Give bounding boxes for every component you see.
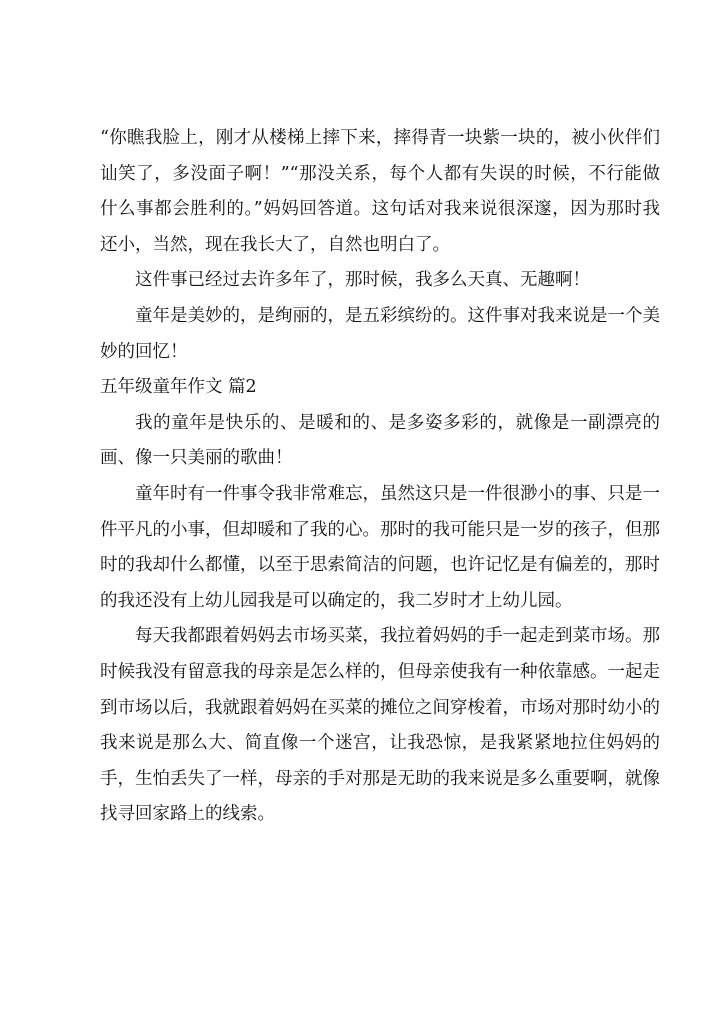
section-heading: 五年级童年作文 篇2 xyxy=(100,377,257,398)
paragraph: 每天我都跟着妈妈去市场买菜，我拉着妈妈的手一起走到菜市场。那时候我没有留意我的母亲是怎么样的，但母亲使我有一种依靠感。一起走到市场以后，我就跟着妈妈在买菜的摊位之间穿梭着，市场对那时幼小的我来说是那么大、简直像一个迷宫，让我恐惊，是我紧紧地拉住妈妈的手，生怕丢失了一样，母亲的手对那是无助的我来说是多么重要啊，就像找寻回家路上的线索。 xyxy=(100,626,660,825)
paragraph: “你瞧我脸上，刚才从楼梯上摔下来，摔得青一块紫一块的，被小伙伴们讪笑了，多没面子啊！”“那没关系，每个人都有失误的时候，不行能做什么事都会胜利的。”妈妈回答道。这句话对我来说很深邃，因为那时我还小，当然，现在我长大了，自然也明白了。 xyxy=(100,128,660,255)
document-body xyxy=(100,121,660,833)
paragraph: 童年时有一件事令我非常难忘，虽然这只是一件很渺小的事、只是一件平凡的小事，但却暖和了我的心。那时的我可能只是一岁的孩子，但那时的我却什么都懂，以至于思索简洁的问题，也许记忆是有偏差的，那时的我还没有上幼儿园我是可以确定的，我二岁时才上幼儿园。 xyxy=(100,483,660,611)
paragraph: 我的童年是快乐的、是暖和的、是多姿多彩的，就像是一副漂亮的画、像一只美丽的歌曲！ xyxy=(100,412,660,469)
paragraph: 童年是美妙的，是绚丽的，是五彩缤纷的。这件事对我来说是一个美妙的回忆！ xyxy=(100,305,660,362)
paragraph: 这件事已经过去许多年了，那时候，我多么天真、无趣啊！ xyxy=(135,270,590,291)
